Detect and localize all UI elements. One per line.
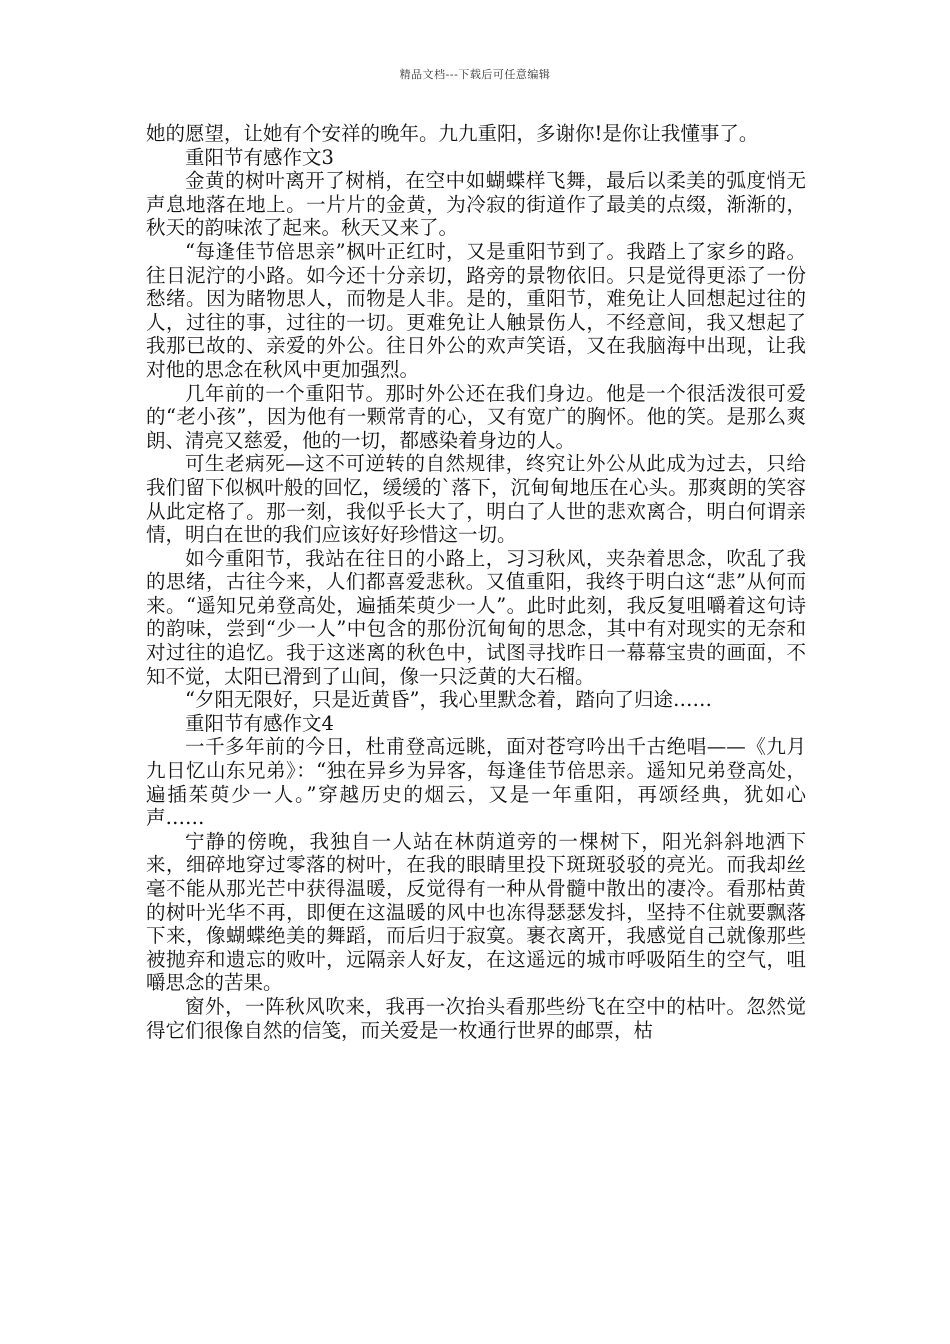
paragraph: 几年前的一个重阳节。那时外公还在我们身边。他是一个很活泼很可爱的“老小孩”，因为他有一颗常青的心，又有宽广的胸怀。他的笑。是那么爽朗、清亮又慈爱，他的一切，都感染着身边的人。 xyxy=(146,381,806,452)
paragraph: 金黄的树叶离开了树梢，在空中如蝴蝶样飞舞，最后以柔美的弧度悄无声息地落在地上。一片片的金黄，为冷寂的街道作了最美的点缀，渐渐的，秋天的韵味浓了起来。秋天又来了。 xyxy=(146,169,806,240)
paragraph: 如今重阳节，我站在往日的小路上，习习秋风，夹杂着思念，吹乱了我的思绪，古往今来，人们都喜爱悲秋。又值重阳，我终于明白这“悲”从何而来。“遥知兄弟登高处，遍插茱萸少一人”。此时此刻，我反复咀嚼着这句诗的韵味，尝到“少一人”中包含的那份沉甸甸的思念，其中有对现实的无奈和对过往的追忆。我于这迷离的秋色中，试图寻找昨日一幕幕宝贵的画面，不知不觉，太阳已滑到了山间，像一只泛黄的大石榴。 xyxy=(146,546,806,688)
section-heading: 重阳节有感作文3 xyxy=(185,145,334,169)
paragraph: 她的愿望，让她有个安祥的晚年。九九重阳，多谢你!是你让我懂事了。 xyxy=(146,122,759,145)
paragraph: 窗外，一阵秋风吹来，我再一次抬头看那些纷飞在空中的枯叶。忽然觉得它们很像自然的信笺，而关爱是一枚通行世界的邮票，枯 xyxy=(146,994,806,1042)
paragraph: 宁静的傍晚，我独自一人站在林荫道旁的一棵树下，阳光斜斜地洒下来，细碎地穿过零落的树叶，在我的眼睛里投下斑斑驳驳的亮光。而我却丝毫不能从那光芒中获得温暖，反觉得有一种从骨髓中散出的凄冷。看那枯黄的树叶光华不再，即便在这温暖的风中也冻得瑟瑟发抖，坚持不住就要飘落下来，像蝴蝶绝美的舞蹈，而后归于寂寞。裹衣离开，我感觉自己就像那些被抛弃和遗忘的败叶，远隔亲人好友，在这遥远的城市呼吸陌生的空气，咀嚼思念的苦果。 xyxy=(146,829,806,995)
paragraph: 可生老病死—这不可逆转的自然规律，终究让外公从此成为过去，只给我们留下似枫叶般的回忆，缓缓的`落下，沉甸甸地压在心头。那爽朗的笑容从此定格了。那一刻，我似乎长大了，明白了人世的悲欢离合，明白何谓亲情，明白在世的我们应该好好珍惜这一切。 xyxy=(146,452,806,547)
section-heading: 重阳节有感作文4 xyxy=(185,711,334,735)
paragraph: 一千多年前的今日，杜甫登高远眺，面对苍穹吟出千古绝唱——《九月九日忆山东兄弟》：“独在异乡为异客，每逢佳节倍思亲。遥知兄弟登高处，遍插茱萸少一人。”穿越历史的烟云，又是一年重阳，再颂经典，犹如心声…… xyxy=(146,735,806,830)
document-body xyxy=(146,122,806,1042)
paragraph: “夕阳无限好，只是近黄昏”，我心里默念着，踏向了归途…… xyxy=(185,688,712,712)
page-header: 精品文档---下载后可任意编辑 xyxy=(399,68,551,81)
paragraph: “每逢佳节倍思亲”枫叶正红时，又是重阳节到了。我踏上了家乡的路。往日泥泞的小路。如今还十分亲切，路旁的景物依旧。只是觉得更添了一份愁绪。因为睹物思人，而物是人非。是的，重阳节，难免让人回想起过往的人，过往的事，过往的一切。更难免让人触景伤人，不经意间，我又想起了我那已故的、亲爱的外公。往日外公的欢声笑语，又在我脑海中出现，让我对他的思念在秋风中更加强烈。 xyxy=(146,239,806,381)
